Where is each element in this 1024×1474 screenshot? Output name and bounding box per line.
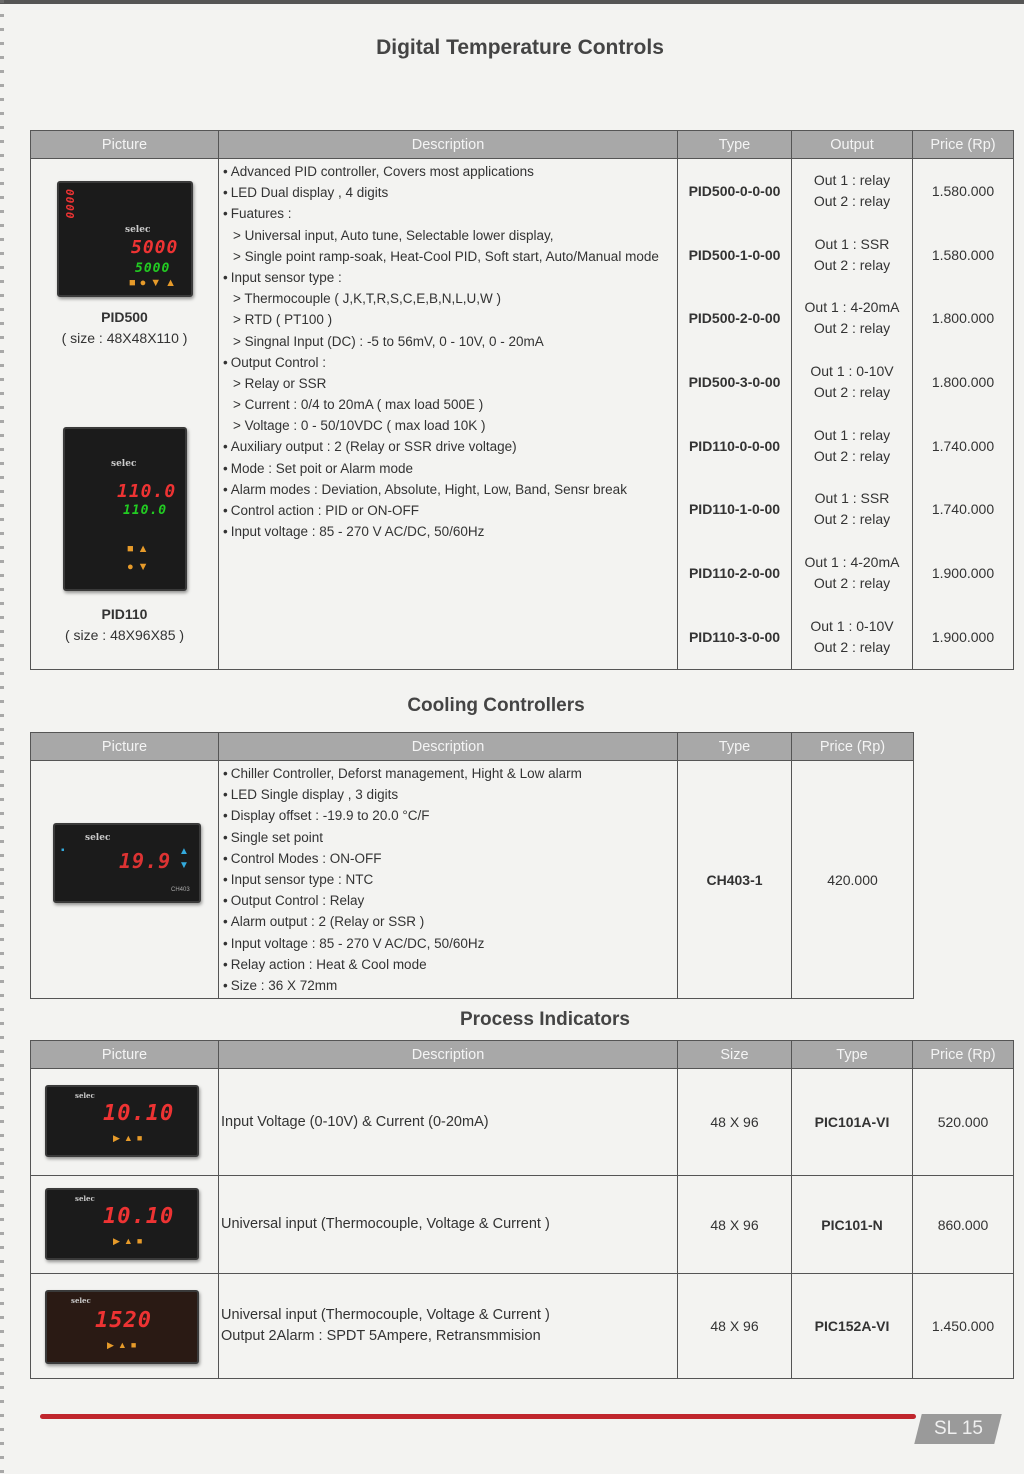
type-value: PID500-2-0-00 bbox=[688, 310, 781, 327]
price-cell bbox=[913, 1274, 1014, 1379]
pid110-keypad-icons-lower: ●▼ bbox=[127, 561, 153, 573]
brand-logo: selec bbox=[71, 1296, 91, 1305]
desc-line: > Thermocouple ( J,K,T,R,S,C,E,B,N,L,U,W ) bbox=[233, 291, 501, 307]
table-row bbox=[31, 761, 914, 999]
picture-cell bbox=[31, 1274, 219, 1379]
type-value: PID110-3-0-00 bbox=[688, 628, 781, 645]
desc-line: • Mode : Set poit or Alarm mode bbox=[223, 458, 673, 479]
section-title-process: Process Indicators bbox=[459, 1009, 631, 1030]
section-title-temperature: Digital Temperature Controls bbox=[376, 36, 664, 59]
pid500-size: ( size : 48X48X110 ) bbox=[61, 330, 188, 346]
output-cell bbox=[792, 159, 913, 670]
brand-logo: selec bbox=[75, 1091, 95, 1100]
pid500-display-bottom: 5000 bbox=[135, 261, 171, 276]
desc-line: • Control action : PID or ON-OFF bbox=[223, 500, 673, 521]
pid500-name: PID500 bbox=[101, 309, 148, 325]
description-cell bbox=[219, 159, 678, 670]
price-value: 1.900.000 bbox=[931, 628, 995, 645]
type-cell bbox=[792, 1274, 913, 1379]
picture-cell bbox=[31, 761, 219, 999]
page-top-edge bbox=[0, 0, 1024, 4]
header-picture: Picture bbox=[31, 733, 219, 761]
cooling-controllers-table bbox=[30, 732, 914, 999]
type-cell bbox=[792, 1069, 913, 1176]
header-picture: Picture bbox=[31, 131, 219, 159]
type-cell bbox=[678, 761, 792, 999]
type-value: PIC101-N bbox=[821, 1216, 883, 1233]
desc-line: > Voltage : 0 - 50/10VDC ( max load 10K ) bbox=[233, 418, 486, 434]
ch403-display: 19.9 bbox=[119, 849, 172, 873]
size-cell bbox=[678, 1069, 792, 1176]
size-value: 48 X 96 bbox=[710, 1216, 759, 1233]
header-picture: Picture bbox=[31, 1041, 219, 1069]
picture-cell bbox=[31, 1176, 219, 1274]
desc-line: > Singnal Input (DC) : -5 to 56mV, 0 - 10V, 0 - 20mA bbox=[233, 333, 544, 349]
price-value: 1.450.000 bbox=[931, 1318, 995, 1334]
table-header-row bbox=[31, 733, 914, 761]
desc-line: > Single point ramp-soak, Heat-Cool PID, Soft start, Auto/Manual mode bbox=[233, 248, 659, 264]
desc-line: > Relay or SSR bbox=[233, 375, 327, 391]
desc-line: • Alarm output : 2 (Relay or SSR ) bbox=[223, 911, 673, 932]
desc-line: • Fuatures : bbox=[223, 203, 673, 224]
brand-logo: selec bbox=[75, 1194, 95, 1203]
desc-line: > RTD ( PT100 ) bbox=[233, 312, 333, 328]
description-cell bbox=[219, 1176, 678, 1274]
ch403-device-image bbox=[53, 823, 201, 903]
desc-line: Universal input (Thermocouple, Voltage & Current ) bbox=[221, 1307, 550, 1323]
pic101a-device-image bbox=[45, 1085, 199, 1157]
desc-line: • Input sensor type : NTC bbox=[223, 869, 673, 890]
output-value: Out 1 : SSR Out 2 : relay bbox=[813, 490, 891, 528]
indicator-icon: ▪ bbox=[61, 845, 65, 856]
desc-line: • Chiller Controller, Deforst management, Hight & Low alarm bbox=[223, 763, 673, 784]
desc-line: Input Voltage (0-10V) & Current (0-20mA) bbox=[221, 1113, 489, 1130]
header-output: Output bbox=[792, 131, 913, 159]
type-value: PID500-3-0-00 bbox=[688, 373, 781, 390]
price-value: 1.580.000 bbox=[931, 182, 995, 199]
header-price: Price (Rp) bbox=[913, 131, 1014, 159]
desc-line: • LED Single display , 3 digits bbox=[223, 784, 673, 805]
description-cell bbox=[219, 1069, 678, 1176]
pid500-device-image bbox=[57, 181, 193, 297]
picture-cell bbox=[31, 1069, 219, 1176]
type-cell bbox=[792, 1176, 913, 1274]
size-value: 48 X 96 bbox=[710, 1114, 759, 1130]
keypad-icons: ▶▲■ bbox=[107, 1340, 141, 1350]
price-value: 420.000 bbox=[827, 871, 878, 888]
description-cell bbox=[219, 761, 678, 999]
price-cell bbox=[913, 159, 1014, 670]
type-value: PID110-2-0-00 bbox=[688, 564, 781, 581]
pid500-display-red-sidebar: 0000 bbox=[63, 189, 76, 220]
header-description: Description bbox=[219, 1041, 678, 1069]
header-type: Type bbox=[678, 733, 792, 761]
process-indicators-table bbox=[30, 1040, 1014, 1379]
section-title-cooling: Cooling Controllers bbox=[407, 695, 585, 716]
price-value: 1.580.000 bbox=[931, 246, 995, 263]
desc-line: Output 2Alarm : SPDT 5Ampere, Retransmmision bbox=[221, 1328, 541, 1344]
desc-line: • Input sensor type : bbox=[223, 267, 673, 288]
size-cell bbox=[678, 1274, 792, 1379]
output-value: Out 1 : 4-20mA Out 2 : relay bbox=[804, 299, 900, 337]
page-number-badge bbox=[914, 1414, 1001, 1444]
type-value: PID500-1-0-00 bbox=[688, 246, 781, 263]
output-value: Out 1 : relay Out 2 : relay bbox=[813, 171, 891, 209]
pic152a-device-image bbox=[45, 1290, 199, 1364]
brand-logo: selec bbox=[111, 459, 137, 469]
price-value: 1.800.000 bbox=[931, 373, 995, 390]
desc-line: Universal input (Thermocouple, Voltage & Current ) bbox=[221, 1216, 550, 1232]
table-header-row bbox=[31, 131, 1014, 159]
page-number: SL 15 bbox=[933, 1418, 983, 1439]
price-value: 520.000 bbox=[937, 1114, 989, 1130]
type-cell bbox=[678, 159, 792, 670]
pic101n-display: 10.10 bbox=[103, 1204, 175, 1229]
type-value: PID110-0-0-00 bbox=[688, 437, 781, 454]
output-value: Out 1 : relay Out 2 : relay bbox=[813, 426, 891, 464]
type-value: PIC101A-VI bbox=[814, 1114, 890, 1130]
arrow-keys-icon: ▲ ▼ bbox=[179, 846, 189, 871]
price-cell bbox=[913, 1069, 1014, 1176]
pid110-size: ( size : 48X96X85 ) bbox=[64, 627, 185, 643]
header-description: Description bbox=[219, 733, 678, 761]
picture-cell bbox=[31, 159, 219, 670]
desc-line: • Control Modes : ON-OFF bbox=[223, 848, 673, 869]
price-cell bbox=[913, 1176, 1014, 1274]
desc-line: • Auxiliary output : 2 (Relay or SSR drive voltage) bbox=[223, 436, 673, 457]
desc-line: • Alarm modes : Deviation, Absolute, Hight, Low, Band, Sensr break bbox=[223, 479, 673, 500]
pid500-keypad-icons: ■●▼▲ bbox=[129, 277, 181, 289]
output-value: Out 1 : 4-20mA Out 2 : relay bbox=[804, 553, 900, 591]
header-type: Type bbox=[678, 131, 792, 159]
desc-line: • Advanced PID controller, Covers most applications bbox=[223, 161, 673, 182]
size-cell bbox=[678, 1176, 792, 1274]
header-price: Price (Rp) bbox=[792, 733, 914, 761]
price-value: 1.740.000 bbox=[931, 437, 995, 454]
table-header-row bbox=[31, 1041, 1014, 1069]
header-price: Price (Rp) bbox=[913, 1041, 1014, 1069]
desc-line: • Size : 36 X 72mm bbox=[223, 975, 673, 996]
price-value: 1.740.000 bbox=[931, 501, 995, 518]
description-cell bbox=[219, 1274, 678, 1379]
keypad-icons: ▶▲■ bbox=[113, 1236, 147, 1246]
desc-line: • Relay action : Heat & Cool mode bbox=[223, 954, 673, 975]
keypad-icons: ▶▲■ bbox=[113, 1133, 147, 1143]
temperature-controls-table bbox=[30, 130, 1014, 670]
desc-line: • LED Dual display , 4 digits bbox=[223, 182, 673, 203]
price-cell bbox=[792, 761, 914, 999]
pid110-display-top: 110.0 bbox=[117, 481, 177, 502]
header-size: Size bbox=[678, 1041, 792, 1069]
header-description: Description bbox=[219, 131, 678, 159]
brand-logo: selec bbox=[85, 833, 111, 843]
output-value: Out 1 : 0-10V Out 2 : relay bbox=[810, 617, 894, 655]
pic101n-device-image bbox=[45, 1188, 199, 1260]
pic101a-display: 10.10 bbox=[103, 1101, 175, 1126]
model-label: CH403 bbox=[171, 887, 190, 893]
pic152a-display: 1520 bbox=[95, 1308, 152, 1333]
pid110-name: PID110 bbox=[101, 606, 148, 622]
output-value: Out 1 : SSR Out 2 : relay bbox=[813, 235, 891, 273]
pid110-display-bottom: 110.0 bbox=[123, 503, 168, 518]
price-value: 1.800.000 bbox=[931, 310, 995, 327]
desc-line: > Current : 0/4 to 20mA ( max load 500E ) bbox=[233, 397, 484, 413]
desc-line: • Input voltage : 85 - 270 V AC/DC, 50/60Hz bbox=[223, 933, 673, 954]
pid110-keypad-icons: ■▲ bbox=[127, 543, 153, 555]
table-row bbox=[31, 1176, 1014, 1274]
header-type: Type bbox=[792, 1041, 913, 1069]
output-value: Out 1 : 0-10V Out 2 : relay bbox=[810, 362, 894, 400]
page-binding-edge bbox=[0, 0, 4, 1474]
desc-line: • Output Control : Relay bbox=[223, 890, 673, 911]
size-value: 48 X 96 bbox=[710, 1318, 759, 1334]
brand-logo: selec bbox=[125, 225, 151, 235]
desc-line: • Input voltage : 85 - 270 V AC/DC, 50/60Hz bbox=[223, 521, 673, 542]
type-value: CH403-1 bbox=[706, 871, 763, 888]
pid500-display-top: 5000 bbox=[131, 237, 179, 258]
type-value: PID500-0-0-00 bbox=[688, 182, 781, 199]
footer-accent-line bbox=[40, 1414, 916, 1419]
price-value: 860.000 bbox=[937, 1216, 989, 1233]
table-row bbox=[31, 159, 1014, 670]
table-row bbox=[31, 1274, 1014, 1379]
desc-line: • Display offset : -19.9 to 20.0 °C/F bbox=[223, 805, 673, 826]
type-value: PIC152A-VI bbox=[814, 1318, 890, 1334]
price-value: 1.900.000 bbox=[931, 564, 995, 581]
desc-line: • Output Control : bbox=[223, 352, 673, 373]
desc-line: > Universal input, Auto tune, Selectable lower display, bbox=[233, 227, 554, 243]
type-value: PID110-1-0-00 bbox=[688, 501, 781, 518]
table-row bbox=[31, 1069, 1014, 1176]
pid110-device-image bbox=[63, 427, 187, 591]
desc-line: • Single set point bbox=[223, 827, 673, 848]
